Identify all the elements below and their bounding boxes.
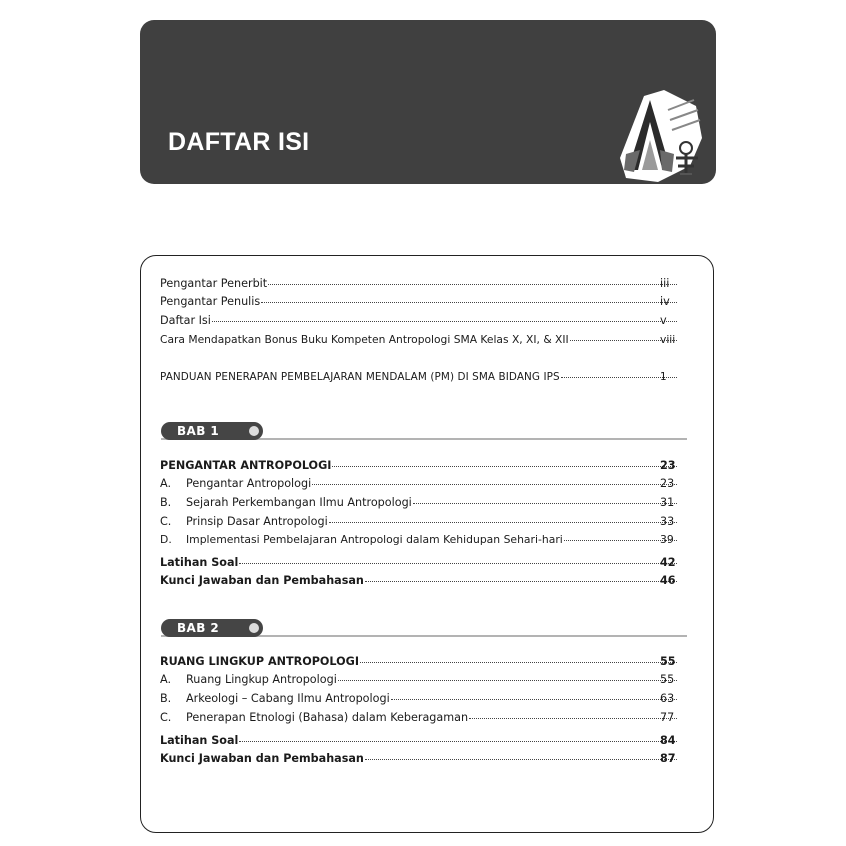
chapter-dot-icon — [249, 623, 259, 633]
toc-panel — [140, 255, 714, 833]
toc-entry-title: Pengantar Penulis — [160, 295, 261, 308]
toc-entry-title: PANDUAN PENERAPAN PEMBELAJARAN MENDALAM (PM) DI SMA BIDANG IPS — [160, 371, 560, 383]
toc-entry-page: 46 — [660, 574, 676, 587]
dot-leader — [365, 759, 677, 760]
toc-entry-page: 39 — [660, 533, 674, 546]
dot-leader — [338, 680, 677, 681]
toc-entry-page: 23 — [660, 459, 676, 472]
toc-entry-title: Penerapan Etnologi (Bahasa) dalam Keberagaman — [186, 711, 469, 724]
toc-entry-page: iv — [660, 295, 670, 308]
section-letter: A. — [160, 477, 172, 490]
chapter-header — [140, 20, 716, 184]
toc-entry[interactable] — [160, 276, 679, 292]
dot-leader — [212, 321, 677, 322]
toc-entry-page: 23 — [660, 477, 675, 490]
dot-leader — [329, 522, 677, 523]
dot-leader — [261, 302, 677, 303]
toc-entry-title: PENGANTAR ANTROPOLOGI — [160, 459, 332, 472]
toc-entry-title: Sejarah Perkembangan Ilmu Antropologi — [186, 496, 412, 509]
chapter-dot-icon — [249, 426, 259, 436]
toc-entry-page: 55 — [660, 655, 676, 668]
section-letter: B. — [160, 496, 172, 509]
dot-leader — [239, 741, 677, 742]
toc-entry-title: Prinsip Dasar Antropologi — [186, 515, 328, 528]
toc-entry-title: Kunci Jawaban dan Pembahasan — [160, 574, 364, 587]
section-entry[interactable] — [160, 691, 679, 707]
toc-entry-title: RUANG LINGKUP ANTROPOLOGI — [160, 655, 360, 668]
toc-entry-title: Latihan Soal — [160, 556, 239, 569]
toc-entry[interactable] — [160, 369, 679, 385]
anthropology-logo-icon — [606, 88, 706, 186]
dot-leader — [332, 466, 677, 467]
toc-entry-title: Cara Mendapatkan Bonus Buku Kompeten Antropologi SMA Kelas X, XI, & XII — [160, 333, 569, 346]
section-letter: C. — [160, 515, 172, 528]
answer-key-entry[interactable] — [160, 751, 679, 767]
chapter-heading-entry[interactable] — [160, 654, 679, 670]
dot-leader — [365, 581, 677, 582]
section-entry[interactable] — [160, 514, 679, 530]
toc-entry-page: v — [660, 314, 667, 327]
exercise-entry[interactable] — [160, 733, 679, 749]
toc-entry-title: Kunci Jawaban dan Pembahasan — [160, 752, 364, 765]
toc-entry-page: 84 — [660, 734, 676, 747]
dot-leader — [360, 662, 677, 663]
toc-entry[interactable] — [160, 332, 679, 348]
toc-entry[interactable] — [160, 294, 679, 310]
section-entry[interactable] — [160, 672, 679, 688]
chapter-heading-entry[interactable] — [160, 458, 679, 474]
section-entry[interactable] — [160, 495, 679, 511]
dot-leader — [469, 718, 677, 719]
answer-key-entry[interactable] — [160, 573, 679, 589]
toc-entry-page: 87 — [660, 752, 676, 765]
toc-entry-title: Implementasi Pembelajaran Antropologi dalam Kehidupan Sehari-hari — [186, 533, 563, 546]
toc-entry-page: iii — [660, 277, 670, 290]
toc-entry-page: 77 — [660, 711, 675, 724]
dot-leader — [239, 563, 677, 564]
dot-leader — [413, 503, 677, 504]
chapter-label: BAB 2 — [177, 621, 220, 635]
section-letter: C. — [160, 711, 172, 724]
dot-leader — [268, 284, 677, 285]
dot-leader — [312, 484, 677, 485]
toc-entry-page: 63 — [660, 692, 675, 705]
toc-entry-page: 33 — [660, 515, 675, 528]
page-title: DAFTAR ISI — [168, 128, 310, 156]
toc-entry-page: 55 — [660, 673, 675, 686]
chapter-badge — [161, 619, 263, 637]
section-letter: B. — [160, 692, 172, 705]
section-entry[interactable] — [160, 710, 679, 726]
section-letter: A. — [160, 673, 172, 686]
toc-entry-page: 1 — [660, 371, 667, 383]
section-entry[interactable] — [160, 532, 679, 548]
chapter-badge — [161, 422, 263, 440]
exercise-entry[interactable] — [160, 555, 679, 571]
section-letter: D. — [160, 533, 172, 546]
toc-entry-page: 31 — [660, 496, 675, 509]
toc-entry[interactable] — [160, 313, 679, 329]
toc-entry-title: Arkeologi – Cabang Ilmu Antropologi — [186, 692, 390, 705]
dot-leader — [391, 699, 677, 700]
toc-entry-title: Latihan Soal — [160, 734, 239, 747]
section-entry[interactable] — [160, 476, 679, 492]
toc-entry-title: Ruang Lingkup Antropologi — [186, 673, 337, 686]
toc-entry-title: Pengantar Antropologi — [186, 477, 312, 490]
chapter-label: BAB 1 — [177, 424, 220, 438]
toc-entry-title: Daftar Isi — [160, 314, 211, 327]
toc-entry-page: 42 — [660, 556, 676, 569]
toc-entry-title: Pengantar Penerbit — [160, 277, 268, 290]
toc-entry-page: viii — [660, 333, 676, 346]
